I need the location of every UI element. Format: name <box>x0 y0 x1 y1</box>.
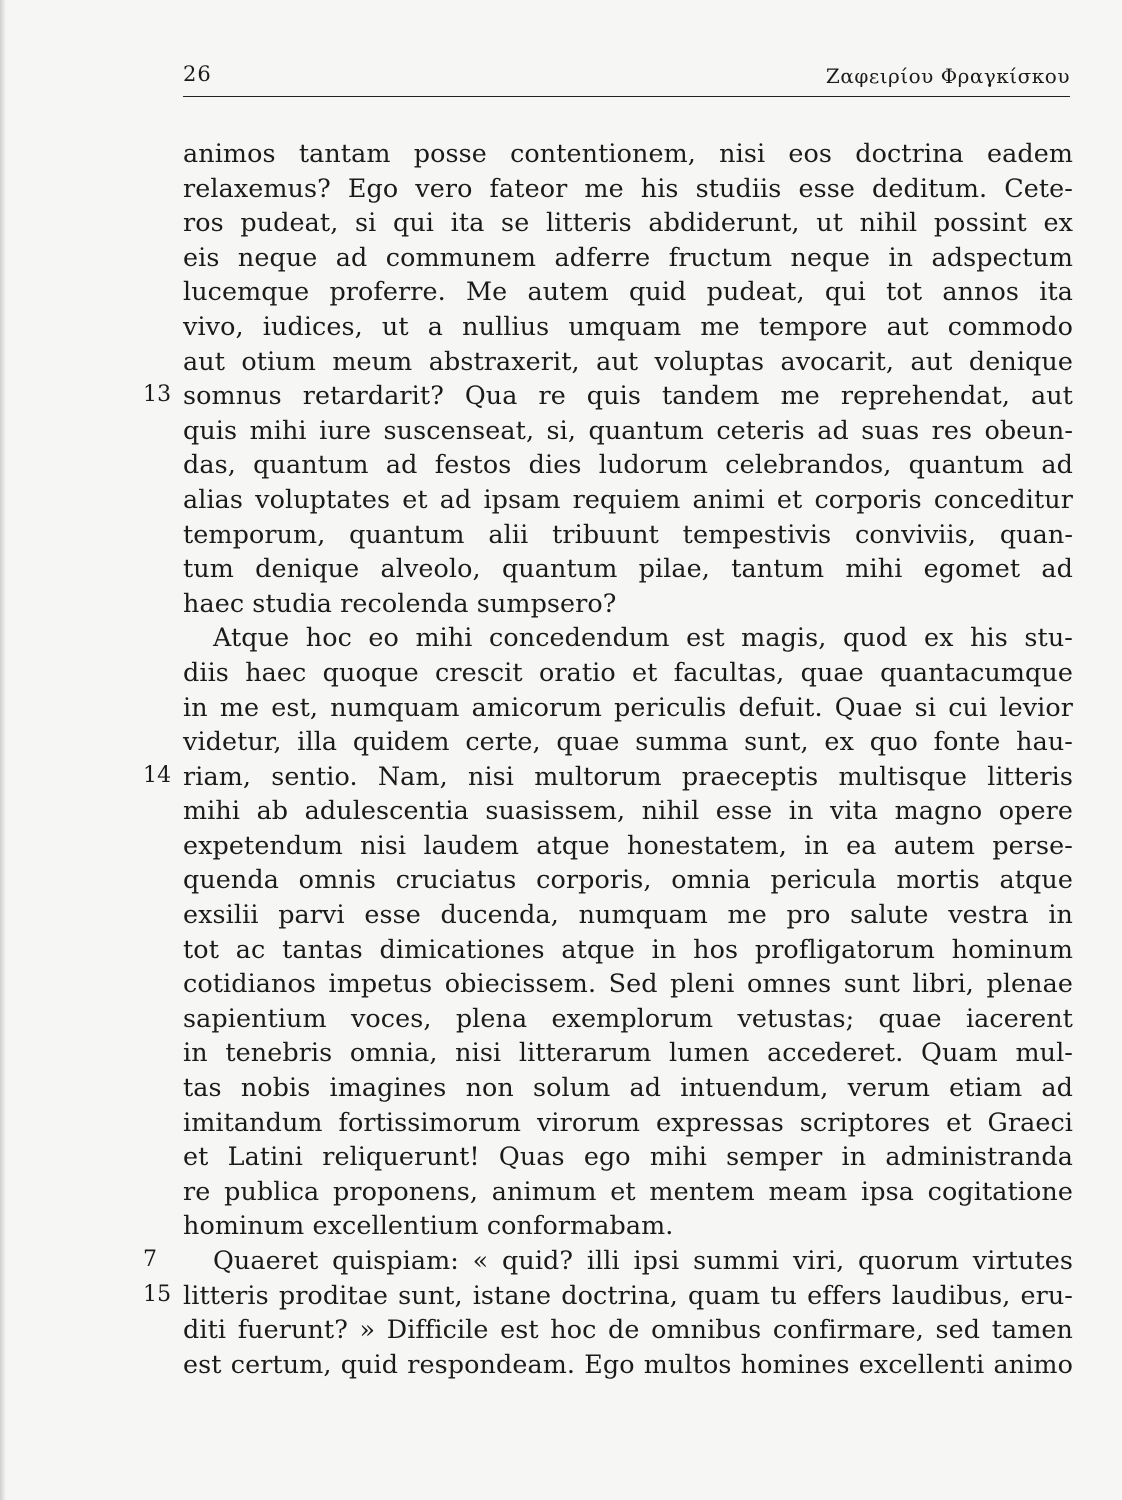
text-line <box>183 171 1073 206</box>
text-line <box>143 759 1073 794</box>
text-line <box>183 1070 1073 1105</box>
text-line <box>183 1208 1073 1243</box>
text-line <box>183 932 1073 967</box>
line-text: est certum, quid respondeam. Ego multos homines excellenti animo <box>183 1348 1073 1379</box>
line-text: videtur, illa quidem certe, quae summa sunt, ex quo fonte hau- <box>183 726 1073 757</box>
line-text: exsilii parvi esse ducenda, numquam me pro salute vestra in <box>183 899 1073 930</box>
text-line <box>183 136 1073 171</box>
text-line <box>183 724 1073 759</box>
line-text: imitandum fortissimorum virorum expressas scriptores et Graeci <box>183 1106 1073 1137</box>
text-line <box>183 1001 1073 1036</box>
text-line <box>183 1312 1073 1347</box>
section-marker: 14 <box>143 762 172 788</box>
text-line <box>183 205 1073 240</box>
line-text: tum denique alveolo, quantum pilae, tantum mihi egomet ad <box>183 553 1073 584</box>
line-text: lucemque proferre. Me autem quid pudeat, qui tot annos ita <box>183 276 1073 307</box>
line-text: cotidianos impetus obiecissem. Sed pleni omnes sunt libri, plenae <box>183 968 1073 999</box>
line-text: diis haec quoque crescit oratio et facultas, quae quantacumque <box>183 656 1073 687</box>
section-marker: 7 <box>143 1247 158 1272</box>
line-text: quis mihi iure suscenseat, si, quantum ceteris ad suas res obeun- <box>183 414 1073 445</box>
text-line <box>143 1278 1073 1313</box>
text-line <box>183 966 1073 1001</box>
line-text: in tenebris omnia, nisi litterarum lumen accederet. Quam mul- <box>183 1037 1073 1068</box>
line-text: litteris proditae sunt, istane doctrina, quam tu effers laudibus, eru- <box>183 1279 1073 1310</box>
text-line <box>183 309 1073 344</box>
line-text: das, quantum ad festos dies ludorum celebrandos, quantum ad <box>183 449 1073 480</box>
line-text: quenda omnis cruciatus corporis, omnia pericula mortis atque <box>183 864 1073 895</box>
line-text: Atque hoc eo mihi concedendum est magis, quod ex his stu- <box>213 622 1073 653</box>
text-line <box>183 690 1073 725</box>
line-text: ros pudeat, si qui ita se litteris abdiderunt, ut nihil possint ex <box>183 207 1073 238</box>
running-head: Ζαφειρίου Φραγκίσκου <box>825 64 1070 88</box>
header-rule <box>183 96 1070 97</box>
text-line <box>183 586 1073 621</box>
text-line <box>183 655 1073 690</box>
text-line <box>183 620 1073 655</box>
line-text: hominum excellentium conformabam. <box>183 1210 674 1241</box>
line-text: diti fuerunt? » Difficile est hoc de omnibus confirmare, sed tamen <box>183 1314 1073 1345</box>
line-text: alias voluptates et ad ipsam requiem animi et corporis conceditur <box>183 483 1073 514</box>
line-text: haec studia recolenda sumpsero? <box>183 587 617 618</box>
line-text: animos tantam posse contentionem, nisi eos doctrina eadem <box>183 138 1073 168</box>
line-text: re publica proponens, animum et mentem meam ipsa cogitatione <box>183 1175 1073 1206</box>
text-line <box>183 862 1073 897</box>
page-header <box>183 62 1070 98</box>
line-text: vivo, iudices, ut a nullius umquam me tempore aut commodo <box>183 310 1073 341</box>
line-text: tot ac tantas dimicationes atque in hos profligatorum hominum <box>183 933 1073 964</box>
text-line <box>183 413 1073 448</box>
text-line <box>183 447 1073 482</box>
text-line <box>183 240 1073 275</box>
text-line <box>183 551 1073 586</box>
text-line <box>183 1035 1073 1070</box>
text-line <box>183 1174 1073 1209</box>
line-text: riam, sentio. Nam, nisi multorum praeceptis multisque litteris <box>183 760 1073 791</box>
line-text: tas nobis imagines non solum ad intuendum, verum etiam ad <box>183 1072 1073 1103</box>
text-line <box>183 517 1073 552</box>
line-text: in me est, numquam amicorum periculis defuit. Quae si cui levior <box>183 691 1073 722</box>
section-marker: 13 <box>143 382 172 408</box>
text-line <box>183 1139 1073 1174</box>
text-line <box>183 897 1073 932</box>
page-number: 26 <box>183 62 212 86</box>
line-text: somnus retardarit? Qua re quis tandem me reprehendat, aut <box>183 380 1073 411</box>
text-line <box>183 274 1073 309</box>
text-line <box>183 1105 1073 1140</box>
body-text <box>143 136 1073 1381</box>
line-text: temporum, quantum alii tribuunt tempestivis conviviis, quan- <box>183 518 1073 549</box>
line-text: sapientium voces, plena exemplorum vetustas; quae iacerent <box>183 1002 1073 1033</box>
page-edge-shadow <box>0 0 6 1500</box>
line-text: relaxemus? Ego vero fateor me his studiis esse deditum. Cete- <box>183 172 1073 203</box>
text-line <box>183 828 1073 863</box>
line-text: expetendum nisi laudem atque honestatem, in ea autem perse- <box>183 829 1073 860</box>
section-marker: 15 <box>143 1281 172 1307</box>
text-line <box>143 1243 1073 1278</box>
line-text: eis neque ad communem adferre fructum neque in adspectum <box>183 241 1073 272</box>
text-line <box>183 344 1073 379</box>
line-text: mihi ab adulescentia suasissem, nihil esse in vita magno opere <box>183 795 1073 826</box>
text-line <box>183 793 1073 828</box>
text-line <box>183 482 1073 517</box>
text-line <box>143 378 1073 413</box>
line-text: Quaeret quispiam: « quid? illi ipsi summi viri, quorum virtutes <box>213 1245 1073 1275</box>
line-text: et Latini reliquerunt! Quas ego mihi semper in administranda <box>183 1141 1073 1172</box>
line-text: aut otium meum abstraxerit, aut voluptas avocarit, aut denique <box>183 345 1073 376</box>
text-line <box>183 1347 1073 1382</box>
